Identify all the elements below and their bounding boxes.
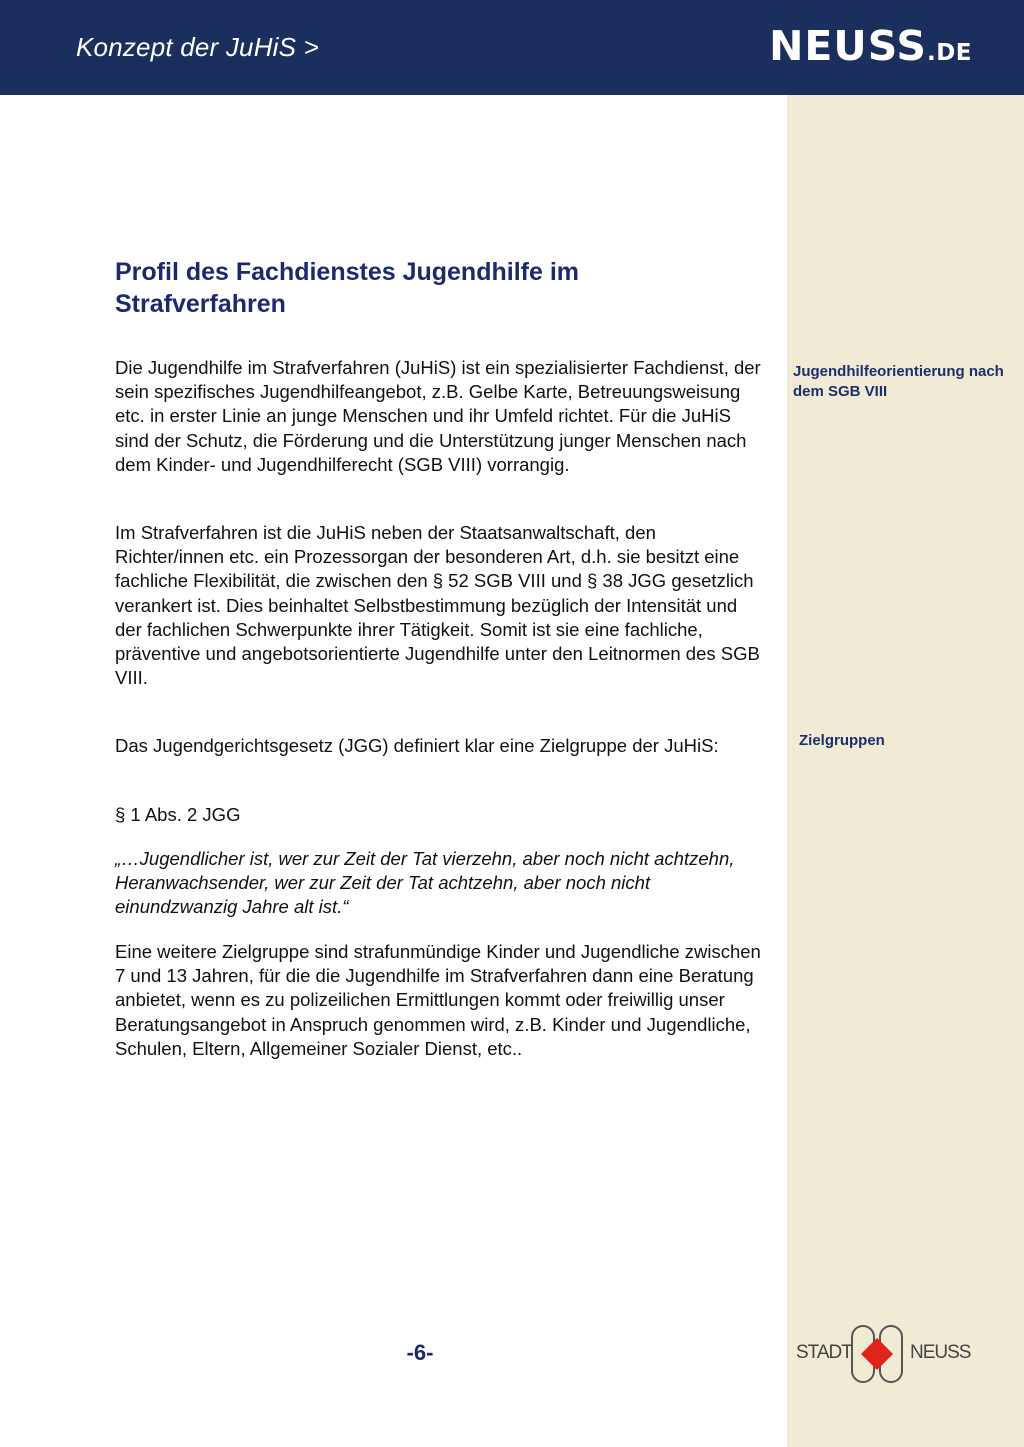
sidebar-panel bbox=[787, 95, 1024, 1447]
paragraph-strafverfahren: Im Strafverfahren ist die JuHiS neben der Staatsanwaltschaft, den Richter/innen etc. ein Prozessorgan der besonderen Art, d.h. sie besitzt eine fachliche Flexibilität, die zwischen den § 52 SGB VIII und § 38 JGG gesetzlich verankert ist. Dies beinhaltet Selbstbestimmung bezüglich der Intensität und der fachlichen Schwerpunkte ihrer Tätigkeit. Somit ist sie eine fachliche, präventive und angebotsorientierte Jugendhilfe unter den Leitnormen des SGB VIII. bbox=[115, 522, 760, 689]
section-title: Konzept der JuHiS > bbox=[76, 32, 319, 62]
brand-main-text: NEUSS bbox=[769, 22, 927, 70]
brand-tld-text: .DE bbox=[926, 40, 972, 66]
stadt-neuss-logo bbox=[796, 1322, 976, 1386]
page-title: Profil des Fachdienstes Jugendhilfe im Strafverfahren bbox=[115, 258, 579, 318]
sidebar-note-jugendhilfeorientierung: Jugendhilfeorientierung nach dem SGB VIII bbox=[793, 363, 1004, 400]
neuss-emblem-icon bbox=[848, 1322, 906, 1386]
logo-stadt-text: STADT bbox=[796, 1342, 852, 1363]
paragraph-jgg-quote: „…Jugendlicher ist, wer zur Zeit der Tat vierzehn, aber noch nicht achtzehn, Heranwachsender, wer zur Zeit der Tat achtzehn, aber noch nicht einundzwanzig Jahre alt ist.“ bbox=[115, 848, 735, 918]
sidebar-note-zielgruppen: Zielgruppen bbox=[799, 732, 885, 749]
page-number: -6- bbox=[406, 1340, 434, 1365]
paragraph-weitere-zielgruppe: Eine weitere Zielgruppe sind strafunmündige Kinder und Jugendliche zwischen 7 und 13 Jahren, für die die Jugendhilfe im Strafverfahren dann eine Beratung anbietet, wenn es zu polizeilichen Ermittlungen kommt oder freiwillig unser Beratungsangebot in Anspruch genommen wird, z.B. Kinder und Jugendliche, Schulen, Eltern, Allgemeiner Sozialer Dienst, etc.. bbox=[115, 941, 761, 1059]
paragraph-jgg-section: § 1 Abs. 2 JGG bbox=[115, 804, 241, 825]
neuss-brand-logo bbox=[769, 22, 972, 70]
paragraph-jgg: Das Jugendgerichtsgesetz (JGG) definiert klar eine Zielgruppe der JuHiS: bbox=[115, 735, 719, 756]
header-bar bbox=[0, 0, 1024, 95]
paragraph-intro: Die Jugendhilfe im Strafverfahren (JuHiS) ist ein spezialisierter Fachdienst, der sein spezifisches Jugendhilfeangebot, z.B. Gelbe Karte, Betreuungsweisung etc. in erster Linie an junge Menschen und ihr Umfeld richtet. Für die JuHiS sind der Schutz, die Förderung und die Unterstützung junger Menschen nach dem Kinder- und Jugendhilferecht (SGB VIII) vorrangig. bbox=[115, 357, 761, 475]
logo-neuss-text: NEUSS bbox=[910, 1342, 971, 1363]
